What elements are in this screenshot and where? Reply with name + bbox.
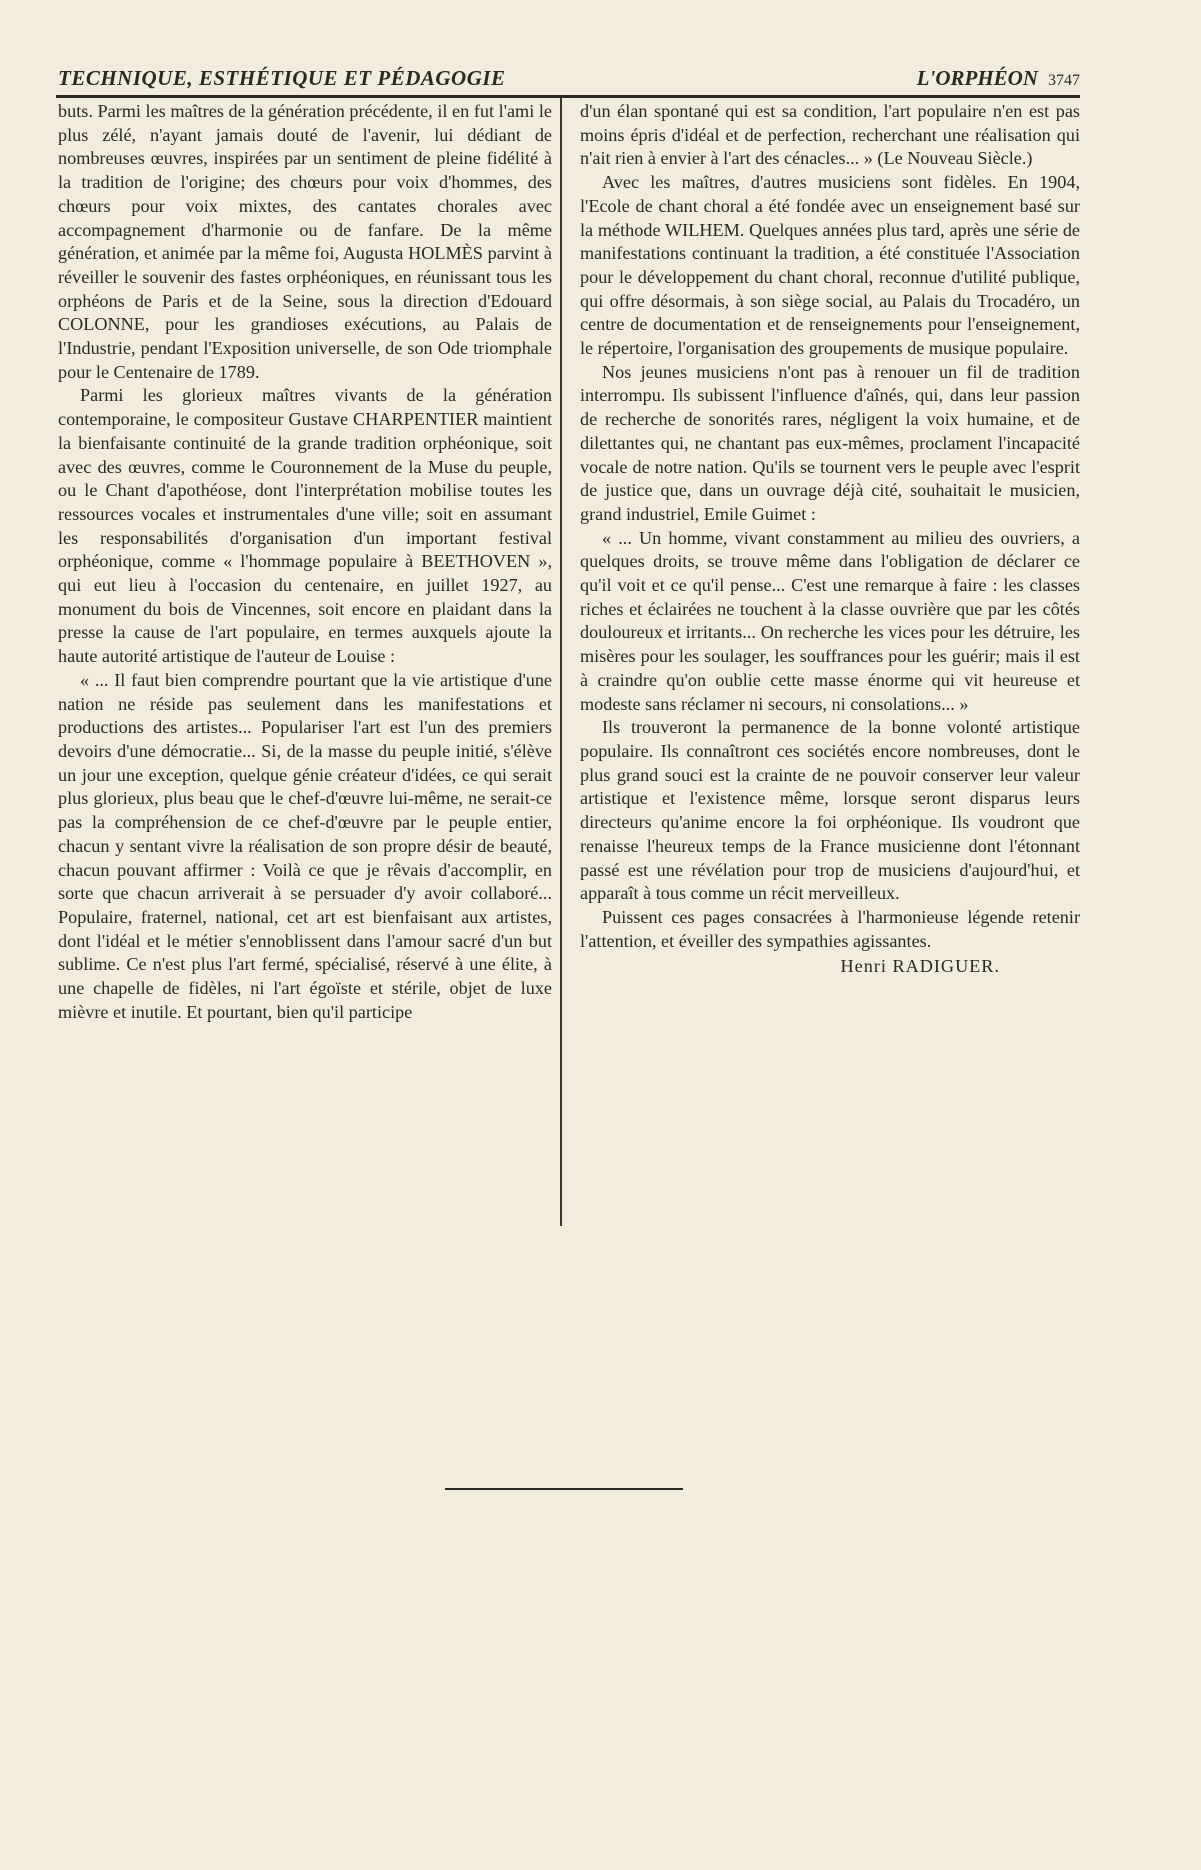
header-rule bbox=[56, 95, 1080, 98]
journal-title: L'ORPHÉON bbox=[916, 66, 1038, 90]
paragraph: Nos jeunes musiciens n'ont pas à renouer un fil de tradition interrompu. Ils subissent l'influence d'aînés, qui, dans leur passion de recherche de sonorités rares, négligent la voix humaine, et de dilettantes qui, ne chantant pas eux-mêmes, proclament l'incapacité vocale de notre nation. Qu'ils se tournent vers le peuple avec l'esprit de justice que, dans un ouvrage déjà cité, souhaitait le musicien, grand industriel, Emile Guimet : bbox=[580, 361, 1080, 524]
quotation-paragraph: « ... Il faut bien comprendre pourtant que la vie artistique d'une nation ne réside pas seulement dans les manifestations et productions des artistes... Populariser l'art est l'un des premiers devoirs d'une démocratie... Si, de la masse du peuple initié, s'élève un jour une exception, quelque génie créateur d'idées, ce qui serait plus glorieux, plus beau que le chef-d'œuvre lui-même, ne serait-ce pas la compréhension de ce chef-d'œuvre par le peuple entier, chacun y sentant vivre la réalisation de son propre désir de beauté, chacun pouvant affirmer : Voilà ce que je rêvais d'accomplir, en sorte que chacun arriverait à se persuader d'y avoir collaboré... Populaire, fraternel, national, cet art est bienfaisant aux artistes, dont l'idéal et le métier s'ennoblissent dans l'amour sacré d'un but sublime. Ce n'est plus l'art fermé, spécialisé, réservé à une élite, à une chapelle de fidèles, ni l'art égoïste et stérile, objet de luxe mièvre et inutile. Et pourtant, bien qu'il participe bbox=[58, 669, 552, 1022]
left-column bbox=[58, 100, 552, 1024]
paragraph: Puissent ces pages consacrées à l'harmonieuse légende retenir l'attention, et éveiller des sympathies agissantes. bbox=[580, 906, 1080, 951]
paragraph: buts. Parmi les maîtres de la génération précédente, il en fut l'ami le plus zélé, n'ayant jamais douté de l'avenir, lui dédiant de nombreuses œuvres, inspirées par un sentiment de pleine fidélité à la tradition de l'origine; des chœurs pour voix d'hommes, des chœurs pour voix mixtes, des cantates chorales avec accompagnement d'harmonie ou de fanfare. De la même génération, et animée par la même foi, Augusta HOLMÈS parvint à réveiller le souvenir des fastes orphéoniques, en réunissant tous les orphéons de Paris et de la Seine, sous la direction d'Edouard COLONNE, pour les grandioses exécutions, au Palais de l'Industrie, pendant l'Exposition universelle, de son Ode triomphale pour le Centenaire de 1789. bbox=[58, 101, 552, 382]
footer-rule bbox=[445, 1488, 683, 1490]
paragraph: d'un élan spontané qui est sa condition, l'art populaire n'en est pas moins épris d'idéal et de perfection, recherchant une réalisation qui n'ait rien à envier à l'art des cénacles... » (Le Nouveau Siècle.) bbox=[580, 101, 1080, 169]
paragraph: Parmi les glorieux maîtres vivants de la génération contemporaine, le compositeur Gustave CHARPENTIER maintient la bienfaisante continuité de la grande tradition orphéonique, soit avec des œuvres, comme le Couronnement de la Muse du peuple, ou le Chant d'apothéose, dont l'interprétation mobilise toutes les ressources vocales et instrumentales d'une ville; soit en assumant les responsabilités d'organisation d'un important festival orphéonique, comme « l'hommage populaire à BEETHOVEN », qui eut lieu à l'occasion du centenaire, en juillet 1927, au monument du bois de Vincennes, soit encore en plaidant dans la presse la cause de l'art populaire, en termes auxquels ajoute la haute autorité artistique de l'auteur de Louise : bbox=[58, 385, 552, 667]
page-number: 3747 bbox=[1048, 72, 1080, 89]
column-divider bbox=[560, 98, 562, 1226]
running-header bbox=[56, 66, 1080, 94]
author-signature: Henri RADIGUER. bbox=[840, 956, 1000, 977]
journal-title-block bbox=[917, 66, 1080, 91]
section-title: TECHNIQUE, ESTHÉTIQUE ET PÉDAGOGIE bbox=[58, 66, 506, 90]
right-column bbox=[580, 100, 1080, 979]
quotation-paragraph: « ... Un homme, vivant constamment au milieu des ouvriers, a quelques droits, se trouve même dans l'obligation de déclarer ce qu'il voit et ce qu'il pense... C'est une remarque à faire : les classes riches et éclairées ne touchent à la classe ouvrière que par les côtés douloureux et irritants... On recherche les vices pour les détruire, les misères pour les soulager, les souffrances pour les guérir; mais il est à craindre qu'on oublie cette masse énorme qui vit heureuse et modeste sans réclamer ni secours, ni consolations... » bbox=[580, 527, 1080, 714]
paragraph: Avec les maîtres, d'autres musiciens sont fidèles. En 1904, l'Ecole de chant choral a été fondée avec un enseignement basé sur la méthode WILHEM. Quelques années plus tard, après une série de manifestations continuant la tradition, a été constituée l'Association pour le développement du chant choral, reconnue d'utilité publique, qui offre désormais, à son siège social, au Palais du Trocadéro, un centre de documentation et de renseignements pour l'enseignement, le répertoire, l'organisation des groupements de musique populaire. bbox=[580, 172, 1080, 359]
paragraph: Ils trouveront la permanence de la bonne volonté artistique populaire. Ils connaîtront ces sociétés encore nombreuses, dont le plus grand souci est la crainte de ne pouvoir conserver leur valeur artistique et l'existence même, lorsque seront disparus leurs directeurs qu'anime encore la foi orphéonique. Ils voudront que renaisse l'heureux temps de la France musicienne dont l'étonnant passé est une révélation pour trop de musiciens d'aujourd'hui, et apparaît à tous comme un récit merveilleux. bbox=[580, 717, 1080, 904]
